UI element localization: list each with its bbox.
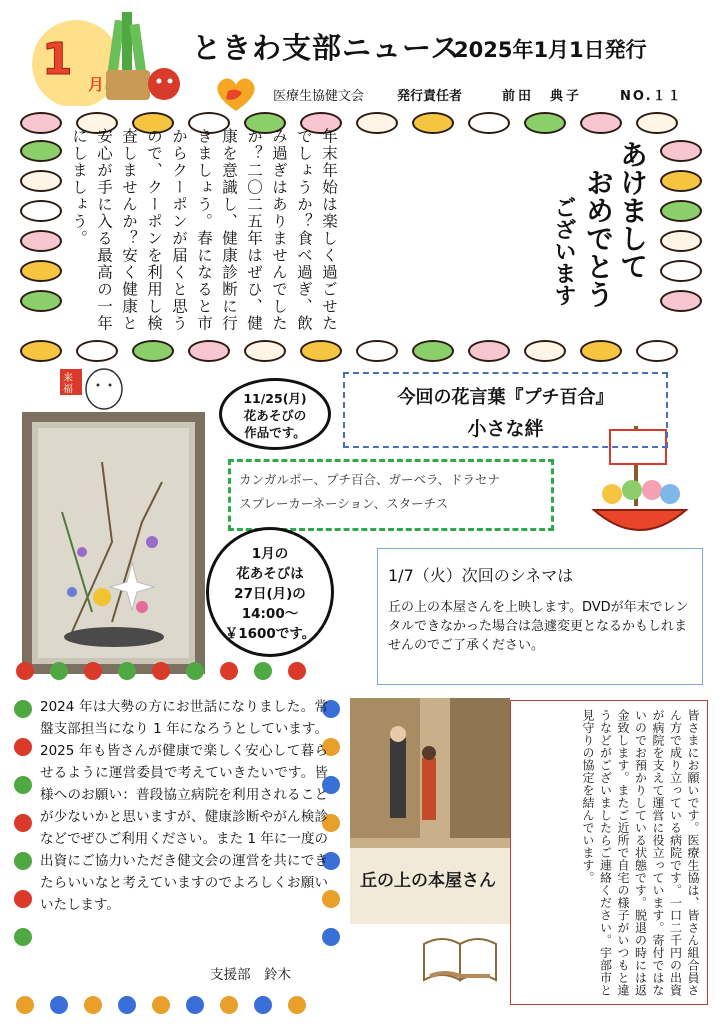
mochi-decoration-icon	[468, 112, 510, 134]
bubble2-line-4: 14:00～	[241, 606, 299, 622]
flower-decoration-icon	[254, 996, 272, 1014]
mochi-decoration-icon	[636, 112, 678, 134]
bubble2-line-3: 27日(月)の	[234, 586, 306, 602]
bubble1-line-2: 花あそびの	[243, 408, 307, 423]
mochi-decoration-icon	[660, 200, 702, 222]
heart-hands-logo-icon	[212, 73, 260, 113]
flower-decoration-icon	[288, 662, 306, 680]
mochi-decoration-icon	[20, 112, 62, 134]
flower-decoration-icon	[14, 738, 32, 756]
flower-language-title: 今回の花言葉『プチ百合』	[397, 387, 614, 408]
mochi-decoration-icon	[580, 112, 622, 134]
member-request-box	[510, 700, 708, 1005]
svg-text:来: 来	[63, 373, 73, 384]
mochi-decoration-icon	[660, 290, 702, 312]
flower-language-meaning: 小さな絆	[467, 418, 544, 440]
flower-decoration-icon	[14, 928, 32, 946]
mochi-decoration-icon	[412, 112, 454, 134]
mochi-decoration-icon	[188, 340, 230, 362]
flower-list-box	[228, 459, 554, 531]
newsletter-title: ときわ支部ニュース	[192, 31, 461, 65]
mochi-decoration-icon	[20, 260, 62, 282]
movie-poster-title: 丘の上の本屋さん	[360, 871, 496, 891]
flower-decoration-icon	[220, 662, 238, 680]
bubble2-line-1: 1月の	[251, 546, 289, 562]
month-badge	[14, 8, 184, 106]
flower-decoration-icon	[16, 662, 34, 680]
issue-date: 2025年1月1日発行	[454, 38, 647, 62]
flower-decoration-icon	[118, 662, 136, 680]
mochi-decoration-icon	[356, 340, 398, 362]
new-year-calligraphy	[545, 140, 655, 340]
flower-decoration-icon	[186, 662, 204, 680]
mochi-decoration-icon	[660, 170, 702, 192]
mochi-decoration-icon	[356, 112, 398, 134]
calligraphy-column-2: おめでとう	[582, 168, 615, 308]
flower-decoration-icon	[84, 662, 102, 680]
responsible-label: 発行責任者	[397, 89, 463, 104]
mochi-decoration-icon	[524, 112, 566, 134]
bubble2-line-5: ￥1600です。	[224, 626, 316, 642]
flower-decoration-icon	[84, 996, 102, 1014]
mochi-decoration-icon	[412, 340, 454, 362]
mochi-decoration-icon	[132, 340, 174, 362]
bubble1-line-1: 11/25(月)	[243, 391, 307, 406]
mochi-decoration-icon	[244, 340, 286, 362]
flower-decoration-icon	[14, 776, 32, 794]
bubble1-line-3: 作品です。	[244, 425, 306, 440]
mochi-decoration-icon	[524, 340, 566, 362]
mochi-decoration-icon	[300, 340, 342, 362]
flower-decoration-icon	[14, 890, 32, 908]
issue-number: NO.１１	[620, 89, 683, 104]
flower-language-box	[343, 372, 668, 448]
flower-list-line-1: カンガルポー、プチ百合、ガーベラ、ドラセナ	[239, 472, 501, 487]
mochi-decoration-icon	[20, 140, 62, 162]
flower-decoration-icon	[16, 996, 34, 1014]
flower-decoration-icon	[118, 996, 136, 1014]
ikebana-illustration	[32, 422, 195, 664]
cinema-notice-box	[377, 548, 703, 685]
bubble2-line-2: 花あそびは	[236, 566, 304, 582]
flower-arrangement-photo	[22, 412, 205, 674]
calligraphy-column-3: ございます	[551, 196, 577, 306]
cinema-body: 丘の上の本屋さんを上映します。DVDが年末でレンタルできなかった場合は急遽変更となるかもしれませんのでご了承ください。	[388, 600, 689, 653]
cinema-heading: 1/7（火）次回のシネマは	[388, 566, 574, 585]
flower-decoration-icon	[14, 852, 32, 870]
signature: 支援部 鈴木	[210, 967, 291, 983]
month-unit: 月	[88, 75, 105, 94]
support-message: 2024 年は大勢の方にお世話になりました。常盤支部担当になり 1 年になろうとしています。2025 年も皆さんが健康で楽しく安心して暮らせるように運営委員で考えていきたいです。皆様へのお願い：普段協立病院を利用されることが少ないかと思いますが、健康診断やがん検診などでぜひご利用ください。また 1 年に一度の出資にご協力いただき健文会の運営を共にできたらいいなと考えていますのでよろしくお願いいたします。	[40, 699, 328, 913]
flower-decoration-icon	[14, 700, 32, 718]
movie-poster	[350, 698, 510, 924]
responsible-person: 前田 典子	[502, 89, 583, 104]
flower-decoration-icon	[50, 662, 68, 680]
flower-decoration-icon	[14, 814, 32, 832]
organization-name: 医療生協健文会	[273, 89, 365, 104]
member-request-text: 皆さまにお願いです。医療生協は、皆さん組合員さん方で成り立っている病院です。一口二千円の出資が病院を支えて運営に役立っています。寄付ではないのでお預かりしている状態です。脱退の時には返金致します。またご近所で自宅の様子がいつもと違うなどがございましたらご連絡ください。宇部市と見守りの協定を結んでいます。	[581, 709, 700, 997]
mochi-decoration-icon	[636, 340, 678, 362]
flower-decoration-icon	[152, 996, 170, 1014]
mochi-decoration-icon	[20, 170, 62, 192]
mochi-decoration-icon	[660, 260, 702, 282]
open-book-icon	[420, 924, 500, 984]
speech-bubble-next-class	[206, 527, 334, 657]
mochi-decoration-icon	[580, 340, 622, 362]
speech-bubble-work-date	[219, 378, 331, 450]
month-number: 1	[42, 34, 73, 85]
flower-decoration-icon	[186, 996, 204, 1014]
mochi-decoration-icon	[660, 140, 702, 162]
flower-decoration-icon	[322, 928, 340, 946]
mochi-decoration-icon	[468, 340, 510, 362]
calligraphy-column-1: あけまして	[616, 140, 649, 280]
flower-decoration-icon	[152, 662, 170, 680]
svg-text:福: 福	[63, 384, 73, 395]
flower-decoration-icon	[254, 662, 272, 680]
mochi-decoration-icon	[20, 290, 62, 312]
flower-decoration-icon	[50, 996, 68, 1014]
flower-list-line-2: スプレーカーネーション、スターチス	[239, 496, 449, 511]
flower-decoration-icon	[220, 996, 238, 1014]
flower-decoration-icon	[288, 996, 306, 1014]
mochi-decoration-icon	[660, 230, 702, 252]
mochi-decoration-icon	[20, 200, 62, 222]
mochi-decoration-icon	[20, 230, 62, 252]
greeting-message: 年末年始は楽しく過ごせたでしょうか？食べ過ぎ、飲み過ぎはありませんでしたか？二〇二五年はぜひ、健康を意識し、健康診断に行きましょう。春になると市からクーポンが届くと思うので、クーポンを利用し検査しませんか？安く健康と安心が手に入る最高の一年にしましょう。	[70, 128, 338, 332]
lucky-cat-icon	[56, 355, 128, 411]
